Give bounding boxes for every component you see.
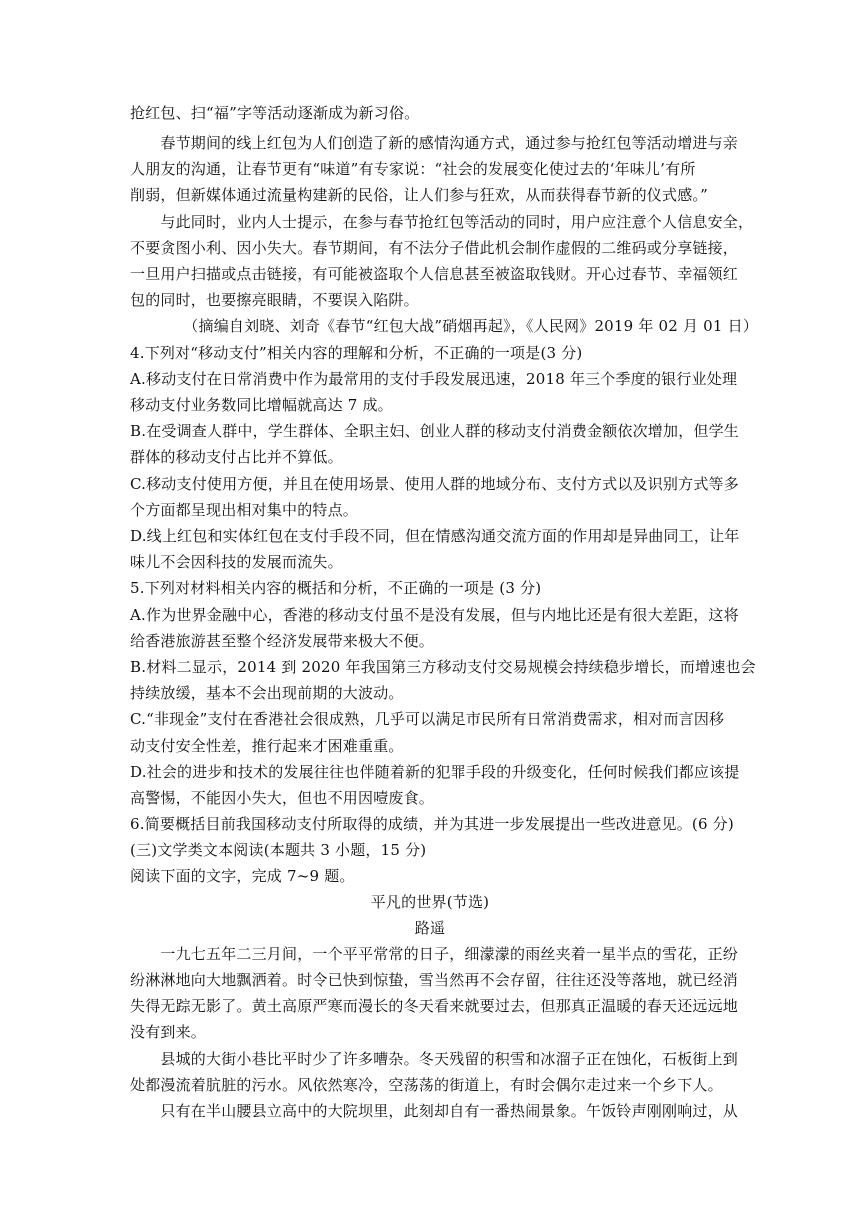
text-line: 县城的大街小巷比平时少了许多嘈杂。冬天残留的积雪和冰溜子正在蚀化，石板街上到 <box>130 1050 739 1068</box>
text-line: 削弱，但新媒体通过流量构建新的民俗，让人们参与狂欢，从而获得春节新的仪式感。” <box>130 186 708 204</box>
text-line: 只有在半山腰县立高中的大院坝里，此刻却自有一番热闹景象。午饭铃声刚刚响过，从 <box>130 1102 739 1120</box>
section-heading: (三)文学类文本阅读(本题共 3 小题，15 分) <box>130 841 427 859</box>
option-5b: B.材料二显示，2014 到 2020 年我国第三方移动支付交易规模会持续稳步增长，而增速也会 <box>130 658 756 676</box>
passage-title: 平凡的世界(节选) <box>370 893 490 911</box>
option-4b: B.在受调查人群中，学生群体、全职主妇、创业人群的移动支付消费金额依次增加，但学生 <box>130 422 739 440</box>
text-line: 移动支付业务数同比增幅就高达 7 成。 <box>130 396 393 414</box>
option-5d: D.社会的进步和技术的发展往往也伴随着新的犯罪手段的升级变化，任何时候我们都应该提 <box>130 763 740 781</box>
text-line: 一旦用户扫描或点击链接，有可能被盗取个人信息甚至被盗取钱财。开心过春节、幸福领红 <box>130 265 739 283</box>
question-5: 5.下列对材料相关内容的概括和分析，不正确的一项是 (3 分) <box>130 579 542 597</box>
text-line: 味儿不会因科技的发展而流失。 <box>130 553 343 571</box>
question-6: 6.简要概括目前我国移动支付所取得的成绩，并为其进一步发展提出一些改进意见。(6 分) <box>130 815 734 833</box>
text-line: 高警惕，不能因小失大，但也不用因噎废食。 <box>130 789 435 807</box>
option-5a: A.作为世界金融中心，香港的移动支付虽不是没有发展，但与内地比还是有很大差距，这将 <box>130 606 739 624</box>
option-4d: D.线上红包和实体红包在支付手段不同，但在情感沟通交流方面的作用却是异曲同工，让年 <box>130 527 740 545</box>
text-line: 持续放缓，基本不会出现前期的大波动。 <box>130 684 404 702</box>
question-4: 4.下列对“移动支付”相关内容的理解和分析，不正确的一项是(3 分) <box>130 344 583 362</box>
text-line: 没有到来。 <box>130 1023 207 1041</box>
text-line: 处都漫流着肮脏的污水。风依然寒冷，空荡荡的街道上，有时会偶尔走过来一个乡下人。 <box>130 1076 723 1094</box>
source-citation: （摘编自刘晓、刘奇《春节“红包大战”硝烟再起》，《人民网》2019 年 02 月 01 日） <box>130 317 759 335</box>
text-line: 失得无踪无影了。黄土高原严寒而漫长的冬天看来就要过去，但那真正温暖的春天还远远地 <box>130 997 739 1015</box>
text-line: 群体的移动支付占比并不算低。 <box>130 448 343 466</box>
text-line: 个方面都呈现出相对集中的特点。 <box>130 501 359 519</box>
text-line: 动支付安全性差，推行起来才困难重重。 <box>130 737 404 755</box>
instruction-text: 阅读下面的文字，完成 7~9 题。 <box>130 867 355 885</box>
text-line: 包的同时，也要擦亮眼睛，不要误入陷阱。 <box>130 291 419 309</box>
text-line: 人朋友的沟通，让春节更有“味道”有专家说：“社会的发展变化使过去的‘年味儿’有所 <box>130 160 696 178</box>
option-4a: A.移动支付在日常消费中作为最常用的支付手段发展迅速，2018 年三个季度的银行业处理 <box>130 370 738 388</box>
text-line: 不要贪图小利、因小失大。春节期间，有不法分子借此机会制作虚假的二维码或分享链接， <box>130 239 739 257</box>
option-5c: C.“非现金”支付在香港社会很成熟，几乎可以满足市民所有日常消费需求，相对而言因移 <box>130 710 725 728</box>
text-line: 抢红包、扫“福”字等活动逐渐成为新习俗。 <box>130 104 420 122</box>
text-line: 与此同时，业内人士提示，在参与春节抢红包等活动的同时，用户应注意个人信息安全， <box>130 213 754 231</box>
passage-author: 路遥 <box>414 919 446 937</box>
text-line: 一九七五年二三月间，一个平平常常的日子，细濛濛的雨丝夹着一星半点的雪花，正纷 <box>130 945 739 963</box>
text-line: 春节期间的线上红包为人们创造了新的感情沟通方式，通过参与抢红包等活动增进与亲 <box>130 134 739 152</box>
option-4c: C.移动支付使用方便，并且在使用场景、使用人群的地域分布、支付方式以及识别方式等多 <box>130 475 739 493</box>
text-line: 纷淋淋地向大地飘洒着。时令已快到惊蛰，雪当然再不会存留，往往还没等落地，就已经消 <box>130 971 739 989</box>
text-line: 给香港旅游甚至整个经济发展带来极大不便。 <box>130 632 435 650</box>
